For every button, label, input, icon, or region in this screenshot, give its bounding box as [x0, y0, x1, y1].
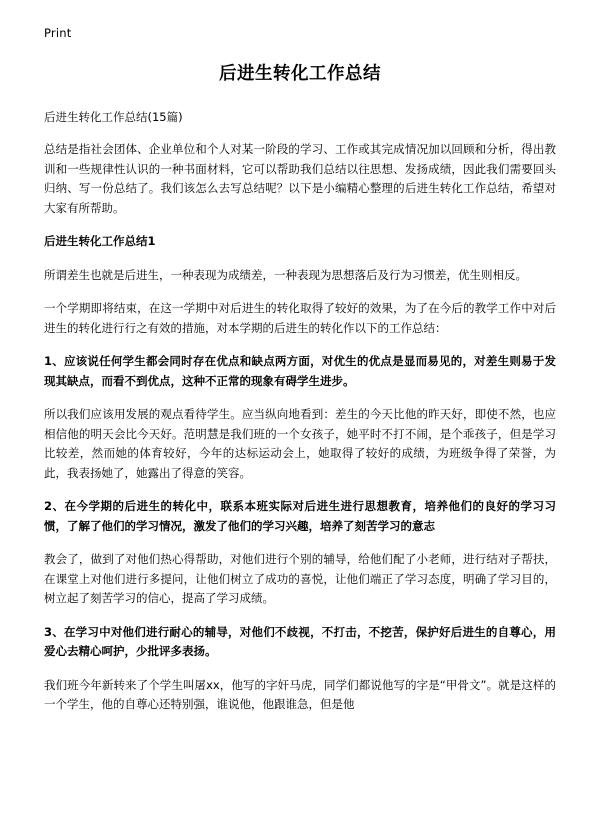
point-heading-1: 1、应该说任何学生都会同时存在优点和缺点两方面，对优生的优点是显而易见的，对差生则易于发现其缺点，而看不到优点，这种不正常的现象有碍学生进步。 [44, 354, 556, 388]
point-heading-2: 2、在今学期的后进生的转化中，联系本班实际对后进生进行思想教育，培养他们的良好的学习习惯，了解了他们的学习情况，激发了他们的学习兴趣，培养了刻苦学习的意志 [44, 499, 556, 533]
document-subtitle: 后进生转化工作总结(15篇) [44, 110, 183, 124]
paragraph-intro: 总结是指社会团体、企业单位和个人对某一阶段的学习、工作或其完成情况加以回顾和分析，得出教训和一些规律性认识的一种书面材料，它可以帮助我们总结以往思想、发扬成绩，因此我们需要回头归纳、写一份总结了。我们该怎么去写总结呢？以下是小编精心整理的后进生转化工作总结，希望对大家有所帮助。 [44, 142, 556, 215]
print-button[interactable]: Print [44, 26, 72, 40]
paragraph-3: 所以我们应该用发展的观点看待学生。应当纵向地看到：差生的今天比他的昨天好，即使不然，也应相信他的明天会比今天好。范明慧是我们班的一个女孩子，她平时不打不闹，是个乖孩子，但是学习比较差，然而她的体育较好，今年的达标运动会上，她取得了较好的成绩，为班级争得了荣誉，为此，我表扬她了，她露出了得意的笑容。 [44, 407, 556, 480]
section-heading-1: 后进生转化工作总结1 [44, 234, 156, 248]
paragraph-1: 所谓差生也就是后进生，一种表现为成绩差，一种表现为思想落后及行为习惯差，优生则相反。 [44, 267, 527, 282]
page-title: 后进生转化工作总结 [219, 64, 381, 84]
point-heading-3: 3、在学习中对他们进行耐心的辅导，对他们不歧视，不打击，不挖苦，保护好后进生的自尊心，用爱心去精心呵护，少批评多表扬。 [44, 624, 556, 658]
paragraph-5: 我们班今年新转来了个学生叫屠xx，他写的字奸马虎，同学们都说他写的字是“甲骨文”。就是这样的一个学生，他的自尊心还特别强，谁说他，他跟谁急，但是他 [44, 677, 556, 711]
paragraph-4: 教会了，做到了对他们热心得帮助，对他们进行个别的辅导，给他们配了小老师，进行结对子帮扶，在课堂上对他们进行多提问，让他们树立了成功的喜悦，让他们端正了学习态度，明确了学习目的，树立起了刻苦学习的信心，提高了学习成绩。 [44, 552, 556, 605]
paragraph-2: 一个学期即将结束，在这一学期中对后进生的转化取得了较好的效果，为了在今后的教学工作中对后进生的转化进行行之有效的措施，对本学期的后进生的转化作以下的工作总结： [44, 301, 556, 335]
